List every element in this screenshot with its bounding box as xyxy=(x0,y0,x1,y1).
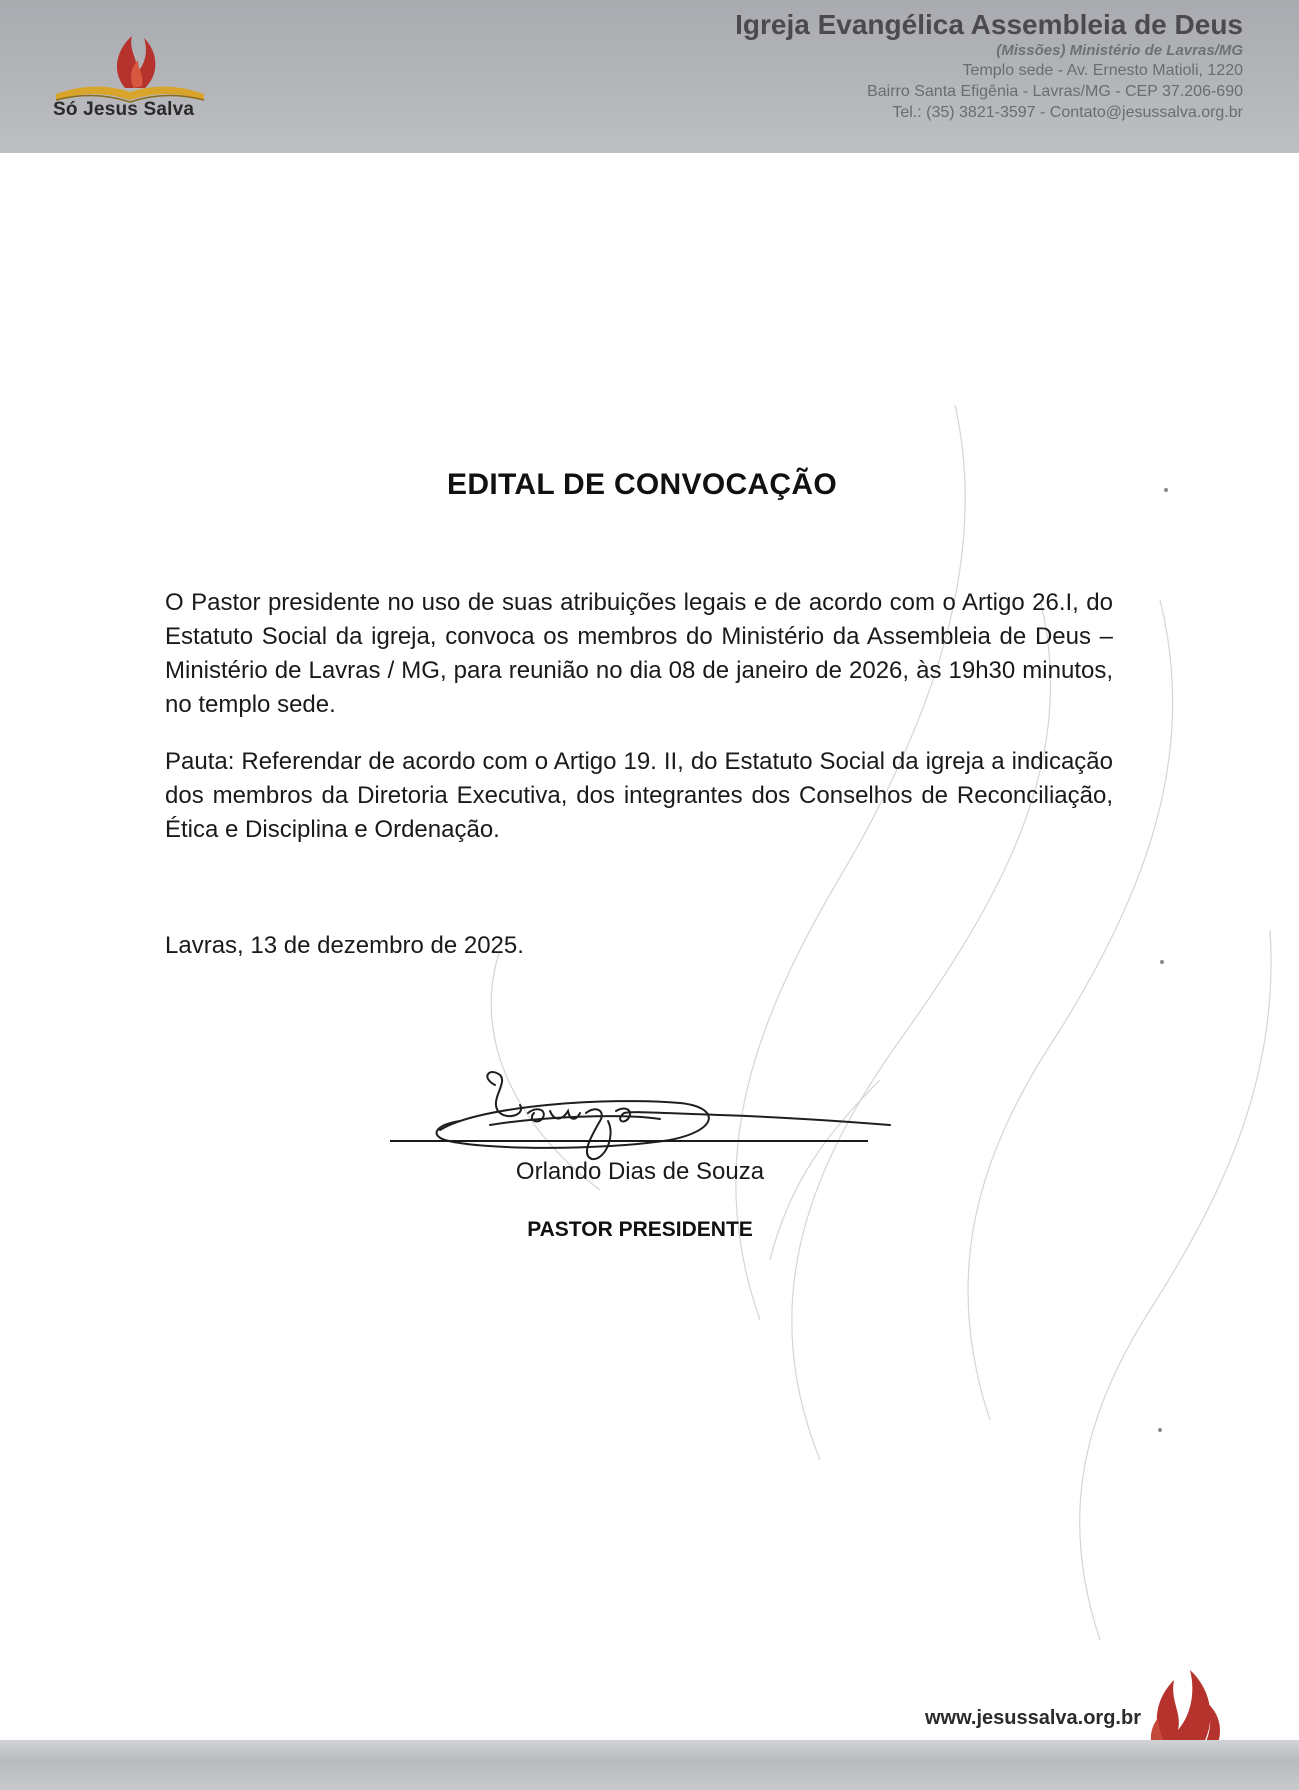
signature-line xyxy=(390,1140,868,1142)
letterhead xyxy=(0,0,1299,153)
footer-bar xyxy=(0,1740,1299,1790)
handwritten-signature xyxy=(420,1055,940,1165)
letterhead-info xyxy=(735,8,1243,123)
convocation-paragraph: O Pastor presidente no uso de suas atribuições legais e de acordo com o Artigo 26.I, do Estatuto Social da igreja, convoca os membros do Ministério da Assembleia de Deus – Ministério de Lavras / MG, para reunião no dia 08 de janeiro de 2026, às 19h30 minutos, no templo sede. xyxy=(165,589,1113,718)
address-line-1: Templo sede - Av. Ernesto Matioli, 1220 xyxy=(962,62,1243,79)
website-link[interactable]: www.jesussalva.org.br xyxy=(924,1707,1141,1729)
signer-role: PASTOR PRESIDENTE xyxy=(527,1218,753,1241)
ministry-name: (Missões) Ministério de Lavras/MG xyxy=(996,42,1243,59)
document-title: EDITAL DE CONVOCAÇÃO xyxy=(447,468,837,501)
signer-name: Orlando Dias de Souza xyxy=(515,1158,765,1185)
logo-caption: Só Jesus Salva xyxy=(53,99,195,120)
contact-line: Tel.: (35) 3821-3597 - Contato@jesussalva.org.br xyxy=(892,104,1243,121)
address-line-2: Bairro Santa Efigênia - Lavras/MG - CEP 37.206-690 xyxy=(867,83,1243,100)
church-name: Igreja Evangélica Assembleia de Deus xyxy=(735,9,1243,40)
agenda-paragraph: Pauta: Referendar de acordo com o Artigo 19. II, do Estatuto Social da igreja a indicação dos membros da Diretoria Executiva, dos integrantes dos Conselhos de Reconciliação, Ética e Disciplina e Ordenação. xyxy=(165,748,1113,843)
date-line: Lavras, 13 de dezembro de 2025. xyxy=(165,932,524,959)
